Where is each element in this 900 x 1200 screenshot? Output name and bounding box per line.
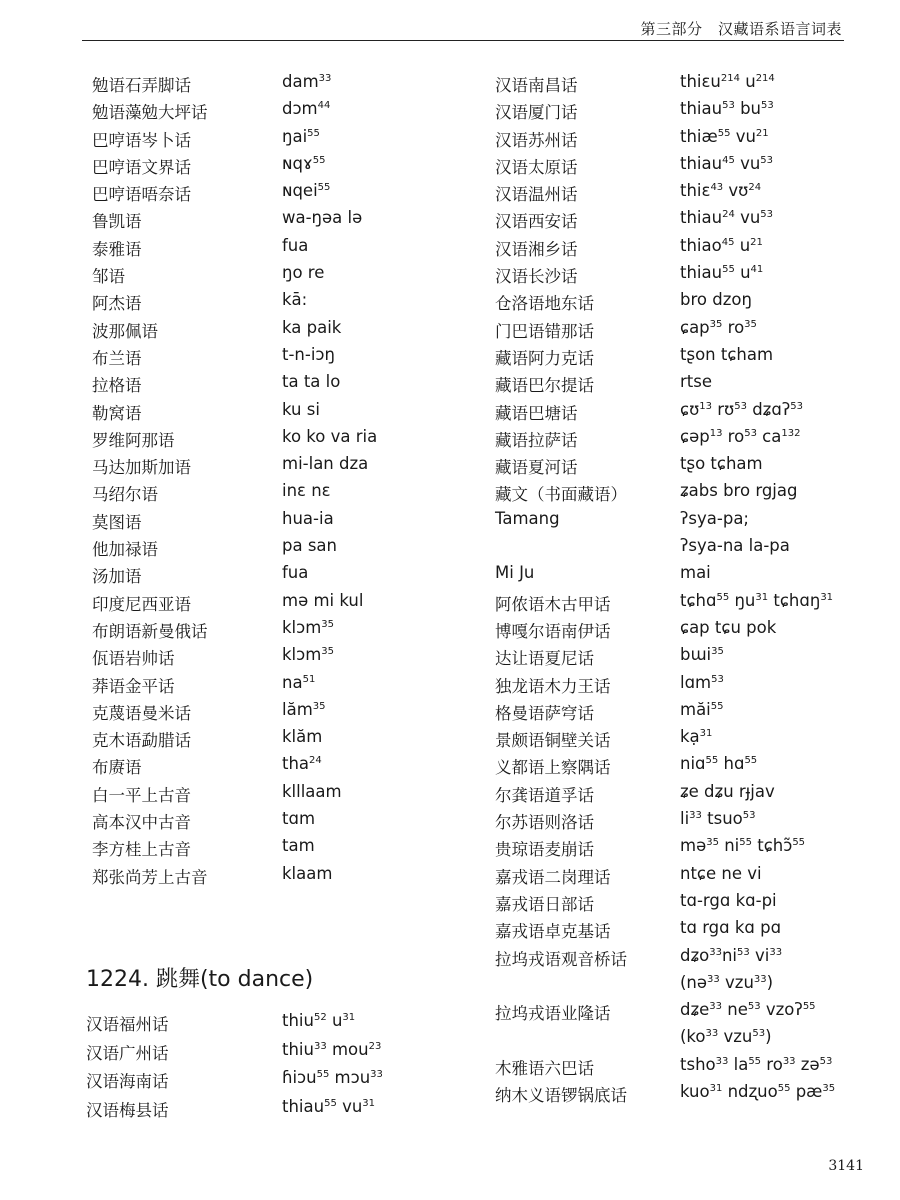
language-name: 巴哼语岑卜话 bbox=[92, 130, 191, 150]
word-form: klɔm$^{35}$ bbox=[282, 645, 335, 665]
language-name: 景颇语铜壁关话 bbox=[495, 731, 611, 751]
word-form: thiɛu$^{214}$ $u^{214}$ bbox=[680, 72, 775, 91]
entry-row bbox=[495, 263, 865, 290]
entry-row bbox=[92, 236, 422, 263]
word-form: ku si bbox=[282, 399, 320, 419]
language-name: 嘉戎语日部话 bbox=[495, 894, 594, 914]
entry-row bbox=[92, 318, 422, 345]
entry-row bbox=[92, 208, 422, 235]
entry-row bbox=[495, 427, 865, 454]
entry-row bbox=[86, 1068, 416, 1097]
entry-row bbox=[495, 891, 865, 918]
entry-row bbox=[495, 645, 865, 672]
entry-row bbox=[495, 154, 865, 181]
language-name: 尔龚语道孚话 bbox=[495, 785, 594, 805]
word-form: niɑ$^{55}$ hɑ$^{55}$ bbox=[680, 754, 758, 774]
language-name: 藏语夏河话 bbox=[495, 458, 578, 478]
word-form: kuo$^{31}$ ndʐuo$^{55}$ $pæ^{35}$ bbox=[680, 1081, 836, 1101]
entry-row bbox=[92, 754, 422, 781]
entry-row bbox=[92, 782, 422, 809]
word-form: (nə$^{33}$ vzu$^{33}$) bbox=[680, 972, 774, 992]
entry-row bbox=[495, 72, 865, 99]
language-name: 邹语 bbox=[92, 267, 125, 287]
word-form: thiæ$^{55}$ $vu^{21}$ bbox=[680, 126, 769, 146]
language-name: 马绍尔语 bbox=[92, 485, 158, 505]
entry-row bbox=[495, 290, 865, 317]
word-form: inɛ nɛ bbox=[282, 481, 331, 501]
left-column-top bbox=[92, 72, 422, 891]
word-form: mə mi kul bbox=[282, 590, 364, 610]
word-form: ka paik bbox=[282, 317, 342, 337]
entry-row bbox=[495, 481, 865, 508]
right-column bbox=[495, 72, 865, 1109]
entry-row bbox=[495, 1000, 865, 1027]
language-name: 汉语太原话 bbox=[495, 157, 578, 177]
language-name: 贵琼语麦崩话 bbox=[495, 840, 594, 860]
language-name: 汉语海南话 bbox=[86, 1072, 169, 1091]
word-form: tɑm bbox=[282, 809, 316, 829]
entry-row bbox=[495, 673, 865, 700]
language-name: 布朗语新曼俄话 bbox=[92, 621, 208, 641]
language-name: 汉语温州话 bbox=[495, 185, 578, 205]
word-form: kā: bbox=[282, 290, 308, 310]
entry-row bbox=[92, 290, 422, 317]
language-name: 格曼语萨穹话 bbox=[495, 703, 594, 723]
word-form: tsho$^{33}$ $la^{55}$ $ro^{33}$ zə$^{53}$ bbox=[680, 1054, 833, 1074]
entry-row bbox=[92, 536, 422, 563]
entry-row bbox=[92, 99, 422, 126]
language-name: 阿侬语木古甲话 bbox=[495, 594, 611, 614]
entry-row bbox=[495, 536, 865, 563]
entry-row bbox=[92, 864, 422, 891]
word-form: thiɛ$^{43}$ vʊ$^{24}$ bbox=[680, 181, 762, 201]
language-name: 纳木义语锣锅底话 bbox=[495, 1085, 627, 1105]
word-form: rtse bbox=[680, 372, 713, 392]
language-name: Tamang bbox=[495, 508, 560, 528]
language-name: 汉语梅县话 bbox=[86, 1100, 169, 1120]
page-number: 3141 bbox=[828, 1158, 864, 1174]
word-form: $dʑo^{33}ni^{53}$ $vi^{33}$ bbox=[680, 945, 783, 965]
word-form: tʂon tɕham bbox=[680, 344, 774, 364]
word-form: ŋo re bbox=[282, 263, 325, 283]
entry-row bbox=[92, 618, 422, 645]
entry-row bbox=[495, 345, 865, 372]
word-form: klaam bbox=[282, 863, 333, 883]
word-form: ($ko^{33}$ vzu$^{53}$) bbox=[680, 1027, 772, 1047]
entry-row bbox=[92, 263, 422, 290]
entry-row bbox=[495, 318, 865, 345]
word-form: bro dzoŋ bbox=[680, 290, 752, 310]
entry-row bbox=[92, 400, 422, 427]
entry-row bbox=[495, 1055, 865, 1082]
language-name: 汤加语 bbox=[92, 567, 142, 587]
entry-row bbox=[92, 563, 422, 590]
left-column-bottom bbox=[86, 1011, 416, 1125]
language-name: 阿杰语 bbox=[92, 294, 142, 314]
entry-row bbox=[86, 1097, 416, 1126]
word-form: ɕap tɕu pok bbox=[680, 617, 777, 637]
language-name: 拉格语 bbox=[92, 376, 142, 396]
entry-row bbox=[495, 864, 865, 891]
language-name: 汉语厦门话 bbox=[495, 103, 578, 123]
entry-row bbox=[92, 836, 422, 863]
language-name: 拉坞戎语观音桥话 bbox=[495, 949, 627, 969]
language-name: 白一平上古音 bbox=[92, 785, 191, 805]
word-form: tɑ-rgɑ kɑ-pi bbox=[680, 890, 777, 910]
word-form: ɴqɤ$^{55}$ bbox=[282, 153, 326, 173]
entry-row bbox=[92, 345, 422, 372]
entry-row bbox=[495, 727, 865, 754]
entry-row bbox=[92, 509, 422, 536]
language-name: 汉语福州话 bbox=[86, 1015, 169, 1034]
entry-row bbox=[495, 782, 865, 809]
entry-row bbox=[495, 946, 865, 973]
language-name: 莽语金平话 bbox=[92, 676, 175, 696]
word-form: ɕəp$^{13}$ $ro^{53}$ $ca^{132}$ bbox=[680, 426, 801, 446]
word-form: mə$^{35}$ $ni^{55}$ tɕhɔ̃$^{55}$ bbox=[680, 836, 806, 856]
word-form: mai bbox=[680, 563, 711, 583]
language-name: 汉语湘乡话 bbox=[495, 239, 578, 259]
language-name: 义都语上察隅话 bbox=[495, 758, 611, 778]
word-form: ʔsya-pa; bbox=[680, 508, 749, 528]
entry-row bbox=[86, 1011, 416, 1040]
word-form: t-n-iɔŋ bbox=[282, 344, 335, 364]
entry-row bbox=[495, 809, 865, 836]
language-name: 勒窝语 bbox=[92, 403, 142, 423]
word-form: ʔsya-na la-pa bbox=[680, 536, 790, 556]
word-form: ɦiɔu$^{55}$ mɔu$^{33}$ bbox=[282, 1068, 383, 1087]
language-name: 高本汉中古音 bbox=[92, 813, 191, 833]
word-form: dɔm$^{44}$ bbox=[282, 99, 331, 119]
word-form: tam bbox=[282, 836, 315, 856]
language-name: 藏语阿力克话 bbox=[495, 348, 594, 368]
language-name: 鲁凯语 bbox=[92, 212, 142, 232]
language-name: 马达加斯加语 bbox=[92, 458, 191, 478]
entry-row bbox=[86, 1040, 416, 1069]
entry-row bbox=[495, 754, 865, 781]
word-form: thiau$^{24}$ $vu^{53}$ bbox=[680, 208, 774, 228]
word-form: ʑabs bro rgjag bbox=[680, 481, 798, 501]
language-name: 他加禄语 bbox=[92, 540, 158, 560]
word-form: thiu$^{52}$ $u^{31}$ bbox=[282, 1011, 356, 1030]
section-heading: 1224. 跳舞(to dance) bbox=[86, 967, 314, 992]
word-form: klɔm$^{35}$ bbox=[282, 617, 335, 637]
language-name: 布兰语 bbox=[92, 348, 142, 368]
entry-row bbox=[495, 1082, 865, 1109]
word-form: dam$^{33}$ bbox=[282, 72, 332, 91]
word-form: bɯi$^{35}$ bbox=[680, 645, 724, 665]
entry-row bbox=[92, 127, 422, 154]
entry-row bbox=[495, 591, 865, 618]
language-name: 罗维阿那语 bbox=[92, 430, 175, 450]
word-form: tɕhɑ$^{55}$ $ŋu^{31}$ tɕhɑŋ$^{31}$ bbox=[680, 590, 834, 610]
entry-row bbox=[92, 372, 422, 399]
word-form: thiau$^{45}$ $vu^{53}$ bbox=[680, 153, 774, 173]
language-name: 嘉戎语卓克基话 bbox=[495, 922, 611, 942]
language-name: 达让语夏尼话 bbox=[495, 649, 594, 669]
word-form: măi$^{55}$ bbox=[680, 699, 724, 719]
entry-row bbox=[92, 673, 422, 700]
running-header: 第三部分 汉藏语系语言词表 bbox=[640, 20, 842, 38]
entry-row bbox=[92, 700, 422, 727]
entry-row bbox=[495, 509, 865, 536]
entry-row bbox=[495, 99, 865, 126]
entry-row bbox=[495, 208, 865, 235]
language-name: 藏语巴塘话 bbox=[495, 403, 578, 423]
entry-row bbox=[92, 427, 422, 454]
entry-row bbox=[92, 591, 422, 618]
entry-row bbox=[92, 481, 422, 508]
word-form: thiau$^{53}$ $bu^{53}$ bbox=[680, 99, 774, 119]
language-name: 仓洛语地东话 bbox=[495, 294, 594, 314]
entry-row bbox=[92, 809, 422, 836]
entry-row bbox=[92, 727, 422, 754]
entry-row bbox=[92, 181, 422, 208]
word-form: tɑ rgɑ kɑ pɑ bbox=[680, 918, 782, 938]
entry-row bbox=[495, 973, 865, 1000]
language-name: 郑张尚芳上古音 bbox=[92, 867, 208, 887]
entry-row bbox=[495, 1027, 865, 1054]
language-name: 巴哼语唔奈话 bbox=[92, 185, 191, 205]
word-form: klllaam bbox=[282, 781, 342, 801]
language-name: 克蔑语曼米话 bbox=[92, 703, 191, 723]
word-form: thiau$^{55}$ $u^{41}$ bbox=[680, 263, 764, 283]
language-name: Mi Ju bbox=[495, 563, 535, 583]
language-name: 汉语南昌话 bbox=[495, 76, 578, 95]
language-name: 莫图语 bbox=[92, 512, 142, 532]
language-name: 泰雅语 bbox=[92, 239, 142, 259]
word-form: hua-ia bbox=[282, 508, 334, 528]
language-name: 巴哼语文界话 bbox=[92, 157, 191, 177]
word-form: thiu$^{33}$ mou$^{23}$ bbox=[282, 1039, 382, 1059]
word-form: ɕap$^{35}$ $ro^{35}$ bbox=[680, 317, 757, 337]
word-form: $na^{51}$ bbox=[282, 672, 316, 692]
language-name: 佤语岩帅话 bbox=[92, 649, 175, 669]
language-name: 嘉戎语二岗理话 bbox=[495, 867, 611, 887]
word-form: ntɕe ne vi bbox=[680, 863, 762, 883]
word-form: ta ta lo bbox=[282, 372, 341, 392]
language-name: 木雅语六巴话 bbox=[495, 1058, 594, 1078]
language-name: 布赓语 bbox=[92, 758, 142, 778]
word-form: thiau$^{55}$ $vu^{31}$ bbox=[282, 1096, 376, 1116]
word-form: fua bbox=[282, 235, 309, 255]
header-rule bbox=[82, 40, 844, 41]
language-name: 独龙语木力王话 bbox=[495, 676, 611, 696]
language-name: 门巴语错那话 bbox=[495, 321, 594, 341]
entry-row bbox=[495, 127, 865, 154]
entry-row bbox=[495, 400, 865, 427]
language-name: 汉语长沙话 bbox=[495, 267, 578, 287]
word-form: lɑm$^{53}$ bbox=[680, 672, 724, 692]
word-form: dʑe$^{33}$ $ne^{53}$ vzoʔ$^{55}$ bbox=[680, 1000, 816, 1020]
word-form: tʂo tɕham bbox=[680, 454, 763, 474]
language-name: 汉语苏州话 bbox=[495, 130, 578, 150]
language-name: 勉语藻勉大坪话 bbox=[92, 103, 208, 123]
language-name: 克木语勐腊话 bbox=[92, 731, 191, 751]
word-form: mi-lan dza bbox=[282, 454, 369, 474]
entry-row bbox=[495, 618, 865, 645]
language-name: 勉语石弄脚话 bbox=[92, 76, 191, 95]
language-name: 汉语广州话 bbox=[86, 1043, 169, 1063]
language-name: 汉语西安话 bbox=[495, 212, 578, 232]
word-form: wa-ŋəa lə bbox=[282, 208, 363, 228]
entry-row bbox=[495, 918, 865, 945]
word-form: lăm$^{35}$ bbox=[282, 699, 326, 719]
word-form: thiao$^{45}$ $u^{21}$ bbox=[680, 235, 763, 255]
word-form: $li^{33}$ tsuo$^{53}$ bbox=[680, 809, 756, 829]
entry-row bbox=[92, 154, 422, 181]
language-name: 藏文（书面藏语） bbox=[495, 485, 627, 505]
entry-row bbox=[495, 700, 865, 727]
entry-row bbox=[495, 372, 865, 399]
entry-row bbox=[92, 72, 422, 99]
entry-row bbox=[495, 836, 865, 863]
word-form: ɴqei$^{55}$ bbox=[282, 181, 331, 201]
entry-row bbox=[92, 645, 422, 672]
language-name: 藏语巴尔提话 bbox=[495, 376, 594, 396]
entry-row bbox=[495, 563, 865, 590]
language-name: 印度尼西亚语 bbox=[92, 594, 191, 614]
word-form: ʑe dʑu rɟjav bbox=[680, 781, 775, 801]
word-form: kạ$^{31}$ bbox=[680, 727, 713, 747]
entry-row bbox=[92, 454, 422, 481]
language-name: 波那佩语 bbox=[92, 321, 158, 341]
word-form: tha$^{24}$ bbox=[282, 754, 322, 774]
language-name: 拉坞戎语业隆话 bbox=[495, 1004, 611, 1024]
word-form: ɕʊ$^{13}$ rʊ$^{53}$ dʑɑʔ$^{53}$ bbox=[680, 399, 803, 419]
language-name: 李方桂上古音 bbox=[92, 840, 191, 860]
language-name: 尔苏语则洛话 bbox=[495, 813, 594, 833]
word-form: fua bbox=[282, 563, 309, 583]
word-form: klăm bbox=[282, 727, 323, 747]
language-name: 博嘎尔语南伊话 bbox=[495, 621, 611, 641]
word-form: pa san bbox=[282, 536, 337, 556]
entry-row bbox=[495, 454, 865, 481]
entry-row bbox=[495, 236, 865, 263]
word-form: ko ko va ria bbox=[282, 426, 378, 446]
word-form: ŋai$^{55}$ bbox=[282, 126, 320, 146]
entry-row bbox=[495, 181, 865, 208]
language-name: 藏语拉萨话 bbox=[495, 430, 578, 450]
